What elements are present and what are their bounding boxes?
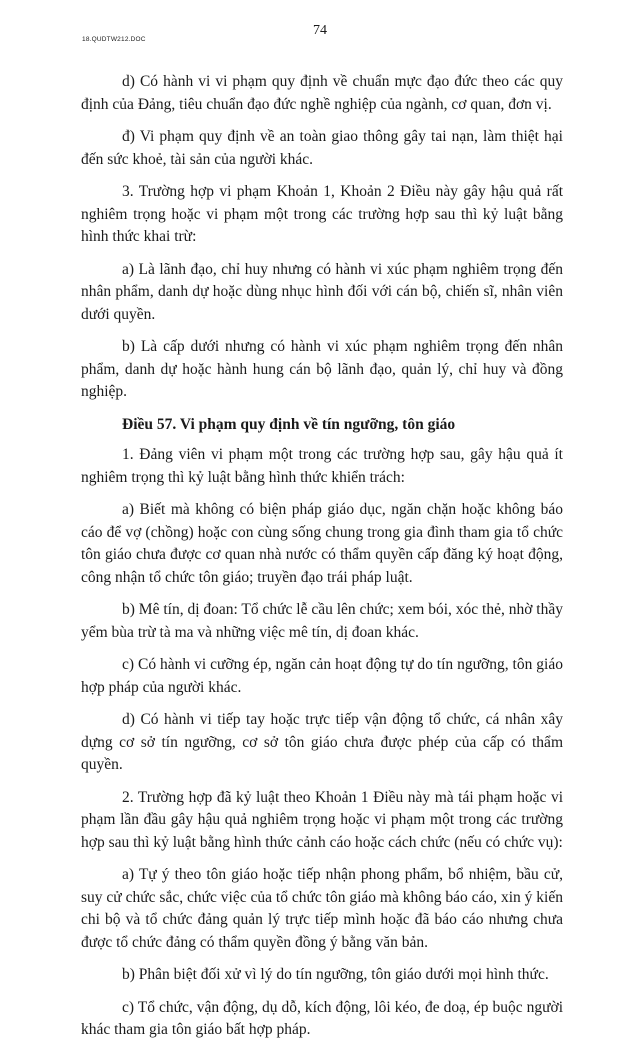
paragraph-57-2a: a) Tự ý theo tôn giáo hoặc tiếp nhận phong phẩm, bổ nhiệm, bầu cử, suy cử chức sắc, chức việc của tổ chức tôn giáo mà không báo cáo, xin ý kiến chi bộ và tổ chức đảng quản lý trực tiếp mình hoặc đã báo cáo nhưng chưa được tổ chức đảng có thẩm quyền đồng ý bằng văn bản. <box>81 866 563 951</box>
paragraph-57-1d: d) Có hành vi tiếp tay hoặc trực tiếp vận động tổ chức, cá nhân xây dựng cơ sở tín ngưỡng, cơ sở tôn giáo chưa được phép của cấp có thẩm quyền. <box>81 711 563 773</box>
paragraph-57-1c: c) Có hành vi cưỡng ép, ngăn cản hoạt động tự do tín ngưỡng, tôn giáo hợp pháp của người khác. <box>81 656 563 696</box>
paragraph-57-clause-2: 2. Trường hợp đã kỷ luật theo Khoản 1 Điều này mà tái phạm hoặc vi phạm lần đầu gây hậu quả nghiêm trọng hoặc vi phạm một trong các trường hợp sau thì kỷ luật bằng hình thức cảnh cáo hoặc cách chức (nếu có chức vụ): <box>81 788 563 851</box>
paragraph-57-clause-1: 1. Đảng viên vi phạm một trong các trường hợp sau, gây hậu quả ít nghiêm trọng thì kỷ luật bằng hình thức khiển trách: <box>81 446 563 486</box>
paragraph-57-1b: b) Mê tín, dị đoan: Tổ chức lễ cầu lên chức; xem bói, xóc thẻ, nhờ thầy yểm bùa trừ tà ma và những việc mê tín, dị đoan khác. <box>81 601 563 641</box>
paragraph-3b: b) Là cấp dưới nhưng có hành vi xúc phạm nghiêm trọng đến nhân phẩm, danh dự hoặc hành hung cán bộ lãnh đạo, quản lý, chỉ huy và đồng nghiệp. <box>81 338 563 400</box>
document-body <box>81 71 563 1052</box>
paragraph-57-2b: b) Phân biệt đối xử vì lý do tín ngưỡng, tôn giáo dưới mọi hình thức. <box>122 966 549 983</box>
page-number: 74 <box>313 23 327 38</box>
paragraph-dd-traffic: đ) Vi phạm quy định về an toàn giao thông gây tai nạn, làm thiệt hại đến sức khoẻ, tài sản của người khác. <box>81 128 563 168</box>
paragraph-d-ethics: d) Có hành vi vi phạm quy định về chuẩn mực đạo đức theo các quy định của Đảng, tiêu chuẩn đạo đức nghề nghiệp của ngành, cơ quan, đơn vị. <box>81 73 563 113</box>
paragraph-clause-3: 3. Trường hợp vi phạm Khoản 1, Khoản 2 Điều này gây hậu quả rất nghiêm trọng hoặc vi phạm một trong các trường hợp sau thì kỷ luật bằng hình thức khai trừ: <box>81 183 563 245</box>
paragraph-57-2c: c) Tổ chức, vận động, dụ dỗ, kích động, lôi kéo, đe doạ, ép buộc người khác tham gia tôn giáo bất hợp pháp. <box>81 998 563 1038</box>
paragraph-3a: a) Là lãnh đạo, chỉ huy nhưng có hành vi xúc phạm nghiêm trọng đến nhân phẩm, danh dự hoặc dùng nhục hình đối với cán bộ, chiến sĩ, nhân viên dưới quyền. <box>81 260 563 323</box>
paragraph-57-1a: a) Biết mà không có biện pháp giáo dục, ngăn chặn hoặc không báo cáo để vợ (chồng) hoặc con cùng sống chung trong gia đình tham gia tổ chức tôn giáo chưa được cơ quan nhà nước có thẩm quyền cấp đăng ký hoạt động, công nhận tổ chức tôn giáo; truyền đạo trái pháp luật. <box>81 501 563 586</box>
article-57-heading: Điều 57. Vi phạm quy định về tín ngưỡng, tôn giáo <box>122 415 456 433</box>
document-filename: 18.QUDTW212.DOC <box>82 36 146 43</box>
